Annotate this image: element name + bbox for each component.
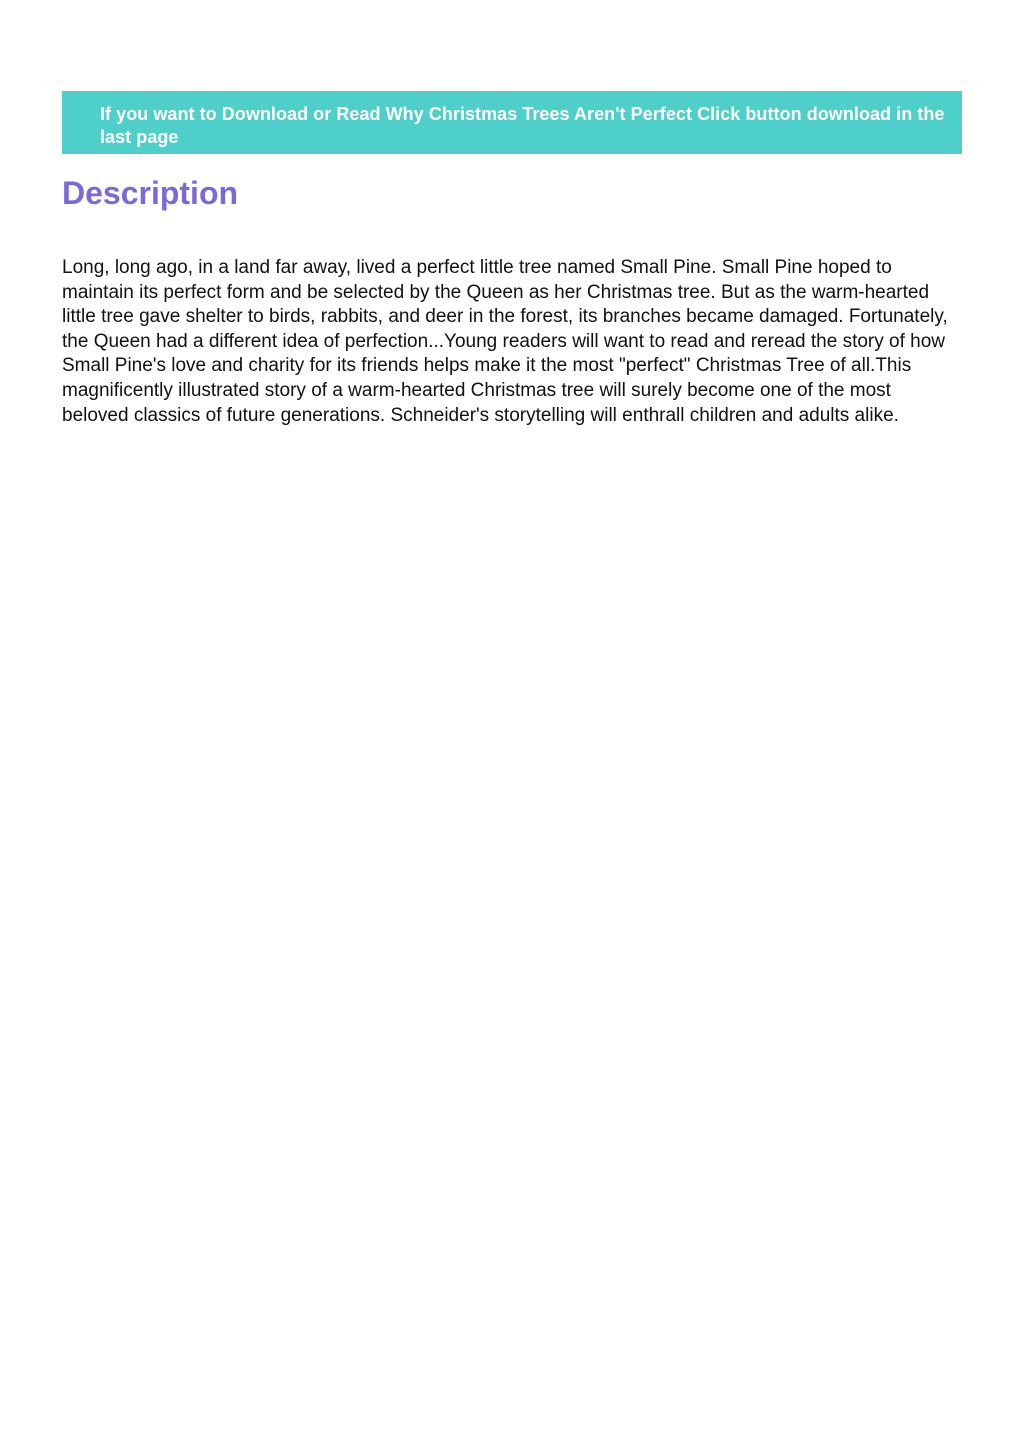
download-banner[interactable] xyxy=(62,91,962,154)
description-heading: Description xyxy=(62,175,239,211)
download-banner-text[interactable]: If you want to Download or Read Why Christmas Trees Aren't Perfect Click button download in the last page xyxy=(100,104,945,147)
description-body: Long, long ago, in a land far away, lived a perfect little tree named Small Pine. Small Pine hoped to maintain its perfect form and be selected by the Queen as her Christmas tree. But as the warm-hearted little tree gave shelter to birds, rabbits, and deer in the forest, its branches became damaged. Fortunately, the Queen had a different idea of perfection...Young readers will want to read and reread the story of how Small Pine's love and charity for its friends helps make it the most "perfect" Christmas Tree of all.This magnificently illustrated story of a warm-hearted Christmas tree will surely become one of the most beloved classics of future generations. Schneider's storytelling will enthrall children and adults alike. xyxy=(62,257,948,426)
